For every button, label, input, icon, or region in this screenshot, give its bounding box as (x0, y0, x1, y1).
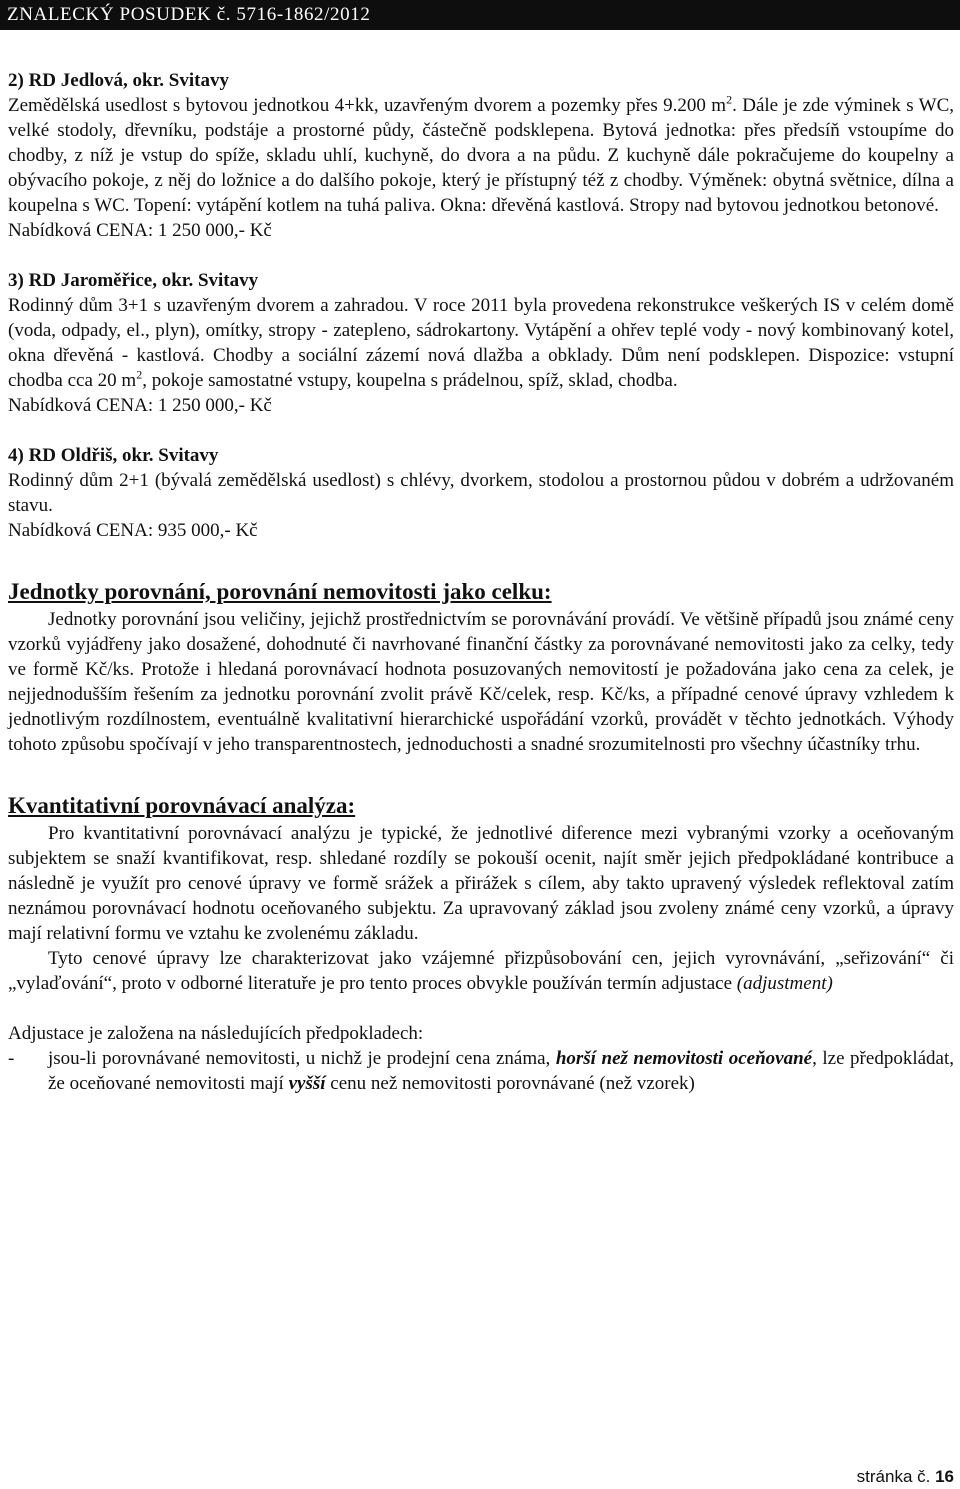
page-label: stránka č. (856, 1467, 936, 1486)
list-dash: - (8, 1048, 15, 1069)
page-content (8, 68, 954, 1096)
listing-price: Nabídková CENA: 1 250 000,- Kč (8, 395, 272, 416)
listing-heading: 4) RD Oldřiš, okr. Svitavy (8, 445, 219, 466)
listing-description: Zemědělská usedlost s bytovou jednotkou 4+kk, uzavřeným dvorem a pozemky přes 9.200 $m^2$. Dále je zde výminek s WC, velké stodoly, dřevníku, podstáje a prostorné půdy, částečně podsklepena. Bytová jednotka: přes předsíň vstoupíme do chodby, z níž je vstup do spíže, skladu uhlí, kuchyně, do dvora a na půdu. Z kuchyně dále pokračujeme do koupelny a obývacího pokoje, z něj do ložnice a do dalšího pokoje, který je přístupný též z chodby. Výměnek: obytná světnice, dílna a koupelna s WC. Topení: vytápění kotlem na tuhá paliva. Okna: dřevěná kastlová. Stropy nad bytovou jednotkou betonové. (8, 92, 955, 216)
section-paragraph: Adjustace je založena na následujících předpokladech: (8, 1023, 424, 1044)
page-number: 16 (935, 1467, 954, 1486)
listing-price: Nabídková CENA: 935 000,- Kč (8, 520, 258, 541)
listing-rd-jaromerice (8, 268, 954, 418)
section-title: Kvantitativní porovnávací analýza: (8, 793, 356, 818)
listing-description: Rodinný dům 2+1 (bývalá zemědělská usedlost) s chlévy, dvorkem, stodolou a prostornou půdou v dobrém a udržovaném stavu. (8, 470, 954, 516)
section-paragraph: Pro kvantitativní porovnávací analýzu je typické, že jednotlivé diference mezi vybranými vzorky a oceňovaným subjektem se snaží kvantifikovat, resp. shledané rozdíly se pokouší ocenit, najít směr jejich předpokládané kontribuce a následně je využít pro cenové úpravy ve formě srážek a přirážek s cílem, aby takto upravený výsledek reflektoval zatím neznámou porovnávací hodnotu oceňovaného subjektu. Za upravovaný základ jsou zvoleny známé ceny vzorků, a úpravy mají relativní formu ve vztahu ke zvolenému základu. (8, 823, 954, 944)
listing-rd-jedlova (8, 68, 954, 243)
listing-heading: 3) RD Jaroměřice, okr. Svitavy (8, 270, 259, 291)
listing-heading: 2) RD Jedlová, okr. Svitavy (8, 70, 229, 91)
section-title: Jednotky porovnání, porovnání nemovitosti jako celku: (8, 579, 552, 604)
document-title: ZNALECKÝ POSUDEK č. 5716-1862/2012 (7, 4, 371, 25)
section-paragraph: Jednotky porovnání jsou veličiny, jejichž prostřednictvím se porovnávání provádí. Ve většině případů jsou známé ceny vzorků vyjádřeny jako dosažené, dohodnuté či navrhované finanční částky za porovnávané nemovitosti jako za celky, tedy ve formě Kč/ks. Protože i hledaná porovnávací hodnota posuzovaných nemovitostí je požadována jako cena za celek, je nejjednodušším řešením za jednotku porovnání zvolit právě Kč/celek, resp. Kč/ks, a případné cenové úpravy vzhledem k jednotlivým rozdílnostem, eventuálně kvalitativní hierarchické uspořádání vzorků, provádět v těchto jednotkách. Výhody tohoto způsobu spočívají v jeho transparentnostech, jednoduchosti a snadné srozumitelnosti pro všechny účastníky trhu. (8, 609, 954, 755)
section-quantitative (8, 791, 954, 1096)
list-item: - jsou-li porovnávané nemovitosti, u nichž je prodejní cena známa, horší než nemovitosti oceňované, lze předpokládat, že oceňované nemovitosti mají vyšší cenu než nemovitosti porovnávané (než vzorek) (8, 1048, 954, 1094)
section-units (8, 577, 954, 757)
section-paragraph: Tyto cenové úpravy lze charakterizovat jako vzájemné přizpůsobování cen, jejich vyrovnávání, „seřizování“ či „vylaďování“, proto v odborné literatuře je pro tento proces obvykle používán termín adjustace (adjustment) (8, 948, 954, 994)
listing-price: Nabídková CENA: 1 250 000,- Kč (8, 220, 272, 241)
listing-description: Rodinný dům 3+1 s uzavřeným dvorem a zahradou. V roce 2011 byla provedena rekonstrukce veškerých IS v celém domě (voda, odpady, el., plyn), omítky, stropy - zatepleno, sádrokartony. Vytápění a ohřev teplé vody - nový kombinovaný kotel, okna dřevěná - kastlová. Chodby a sociální zázemí nová dlažba a obklady. Dům není podsklepen. Dispozice: vstupní chodba cca 20 $m^2$, pokoje samostatné vstupy, koupelna s prádelnou, spíž, sklad, chodba. (8, 295, 954, 391)
document-header (0, 0, 960, 30)
listing-rd-oldris (8, 443, 954, 543)
page-footer (857, 1467, 954, 1487)
